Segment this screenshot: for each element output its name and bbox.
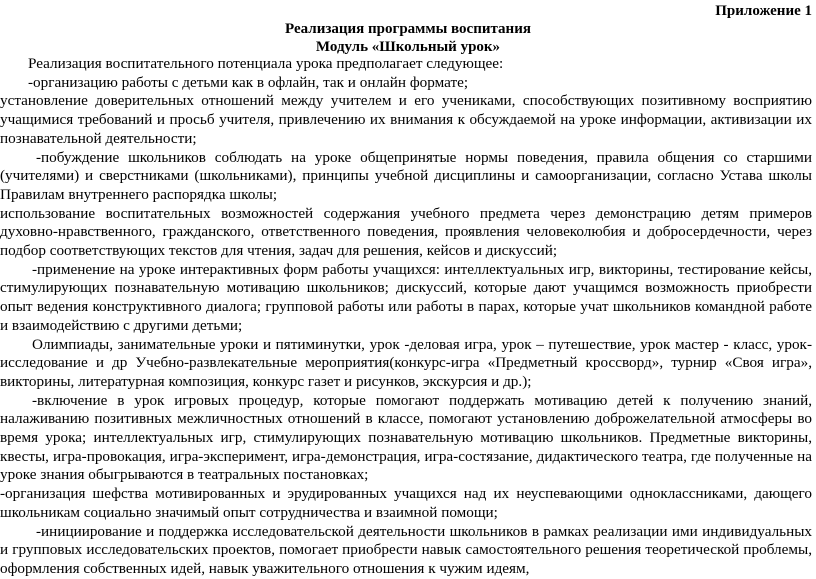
paragraph-olympiads: Олимпиады, занимательные уроки и пятиминутки, урок -деловая игра, урок – путешествие, урок мастер - класс, урок-исследование и др Учебно-развлекательные мероприятия(конкурс-игра «Предметный кроссворд», турнир «Своя игра», викторины, литературная композиция, конкурс газет и рисунков, экскурсия и др.); <box>0 335 812 390</box>
paragraph-intro: Реализация воспитательного потенциала урока предполагает следующее: <box>28 55 504 72</box>
appendix-label: Приложение 1 <box>715 3 812 19</box>
paragraph-trust: установление доверительных отношений между учителем и его учениками, способствующих позитивному восприятию учащимися требований и просьб учителя, привлечению их внимания к обсуждаемой на уроке информации, активизации их познавательной деятельности; <box>0 92 812 147</box>
paragraph-norms: -побуждение школьников соблюдать на уроке общепринятые нормы поведения, правила общения со старшими (учителями) и сверстниками (школьниками), принципы учебной дисциплины и самоорганизации, согласно Устава школы Правилам внутреннего распорядка школы; <box>0 148 812 203</box>
document-title: Реализация программы воспитания <box>285 21 531 37</box>
paragraph-interactive: -применение на уроке интерактивных форм работы учащихся: интеллектуальных игр, викторины, тестирование кейсы, стимулирующих познавательную мотивацию школьников; дискуссий, которые дают учащимся возможность приобрести опыт ведения конструктивного диалога; групповой работы или работы в парах, которые учат школьников командной работе и взаимодействию с другими детьми; <box>0 260 812 334</box>
module-subtitle: Модуль «Школьный урок» <box>315 39 501 55</box>
paragraph-mentoring: -организация шефства мотивированных и эрудированных учащихся над их неуспевающими одноклассниками, дающего школьникам социально значимый опыт сотрудничества и взаимной помощи; <box>0 485 812 521</box>
document-body <box>0 55 812 579</box>
paragraph-research: -инициирование и поддержка исследовательской деятельности школьников в рамках реализации ими индивидуальных и групповых исследовательских проектов, помогает приобрести навык самостоятельного решения теоретической проблемы, оформления собственных идей, навык уважительного отношения к чужим идеям, <box>0 522 812 577</box>
paragraph-content: использование воспитательных возможностей содержания учебного предмета через демонстрацию детям примеров духовно-нравственного, гражданского, ответственного поведения, проявления человеколюбия и добросердечности, через подбор соответствующих текстов для чтения, задач для решения, кейсов и дискуссий; <box>0 204 812 260</box>
paragraph-format: -организацию работы с детьми как в офлайн, так и онлайн формате; <box>28 73 469 91</box>
paragraph-games: -включение в урок игровых процедур, которые помогают поддержать мотивацию детей к получению знаний, налаживанию позитивных межличностных отношений в классе, помогают установлению доброжелательной атмосферы во время урока; интеллектуальных игр, стимулирующих познавательную мотивацию школьников. Предметные викторины, квесты, игра-провокация, игра-эксперимент, игра-демонстрация, игра-состязание, дидактического театра, где полученные на уроке знания обыгрываются в театральных постановках; <box>0 391 812 484</box>
